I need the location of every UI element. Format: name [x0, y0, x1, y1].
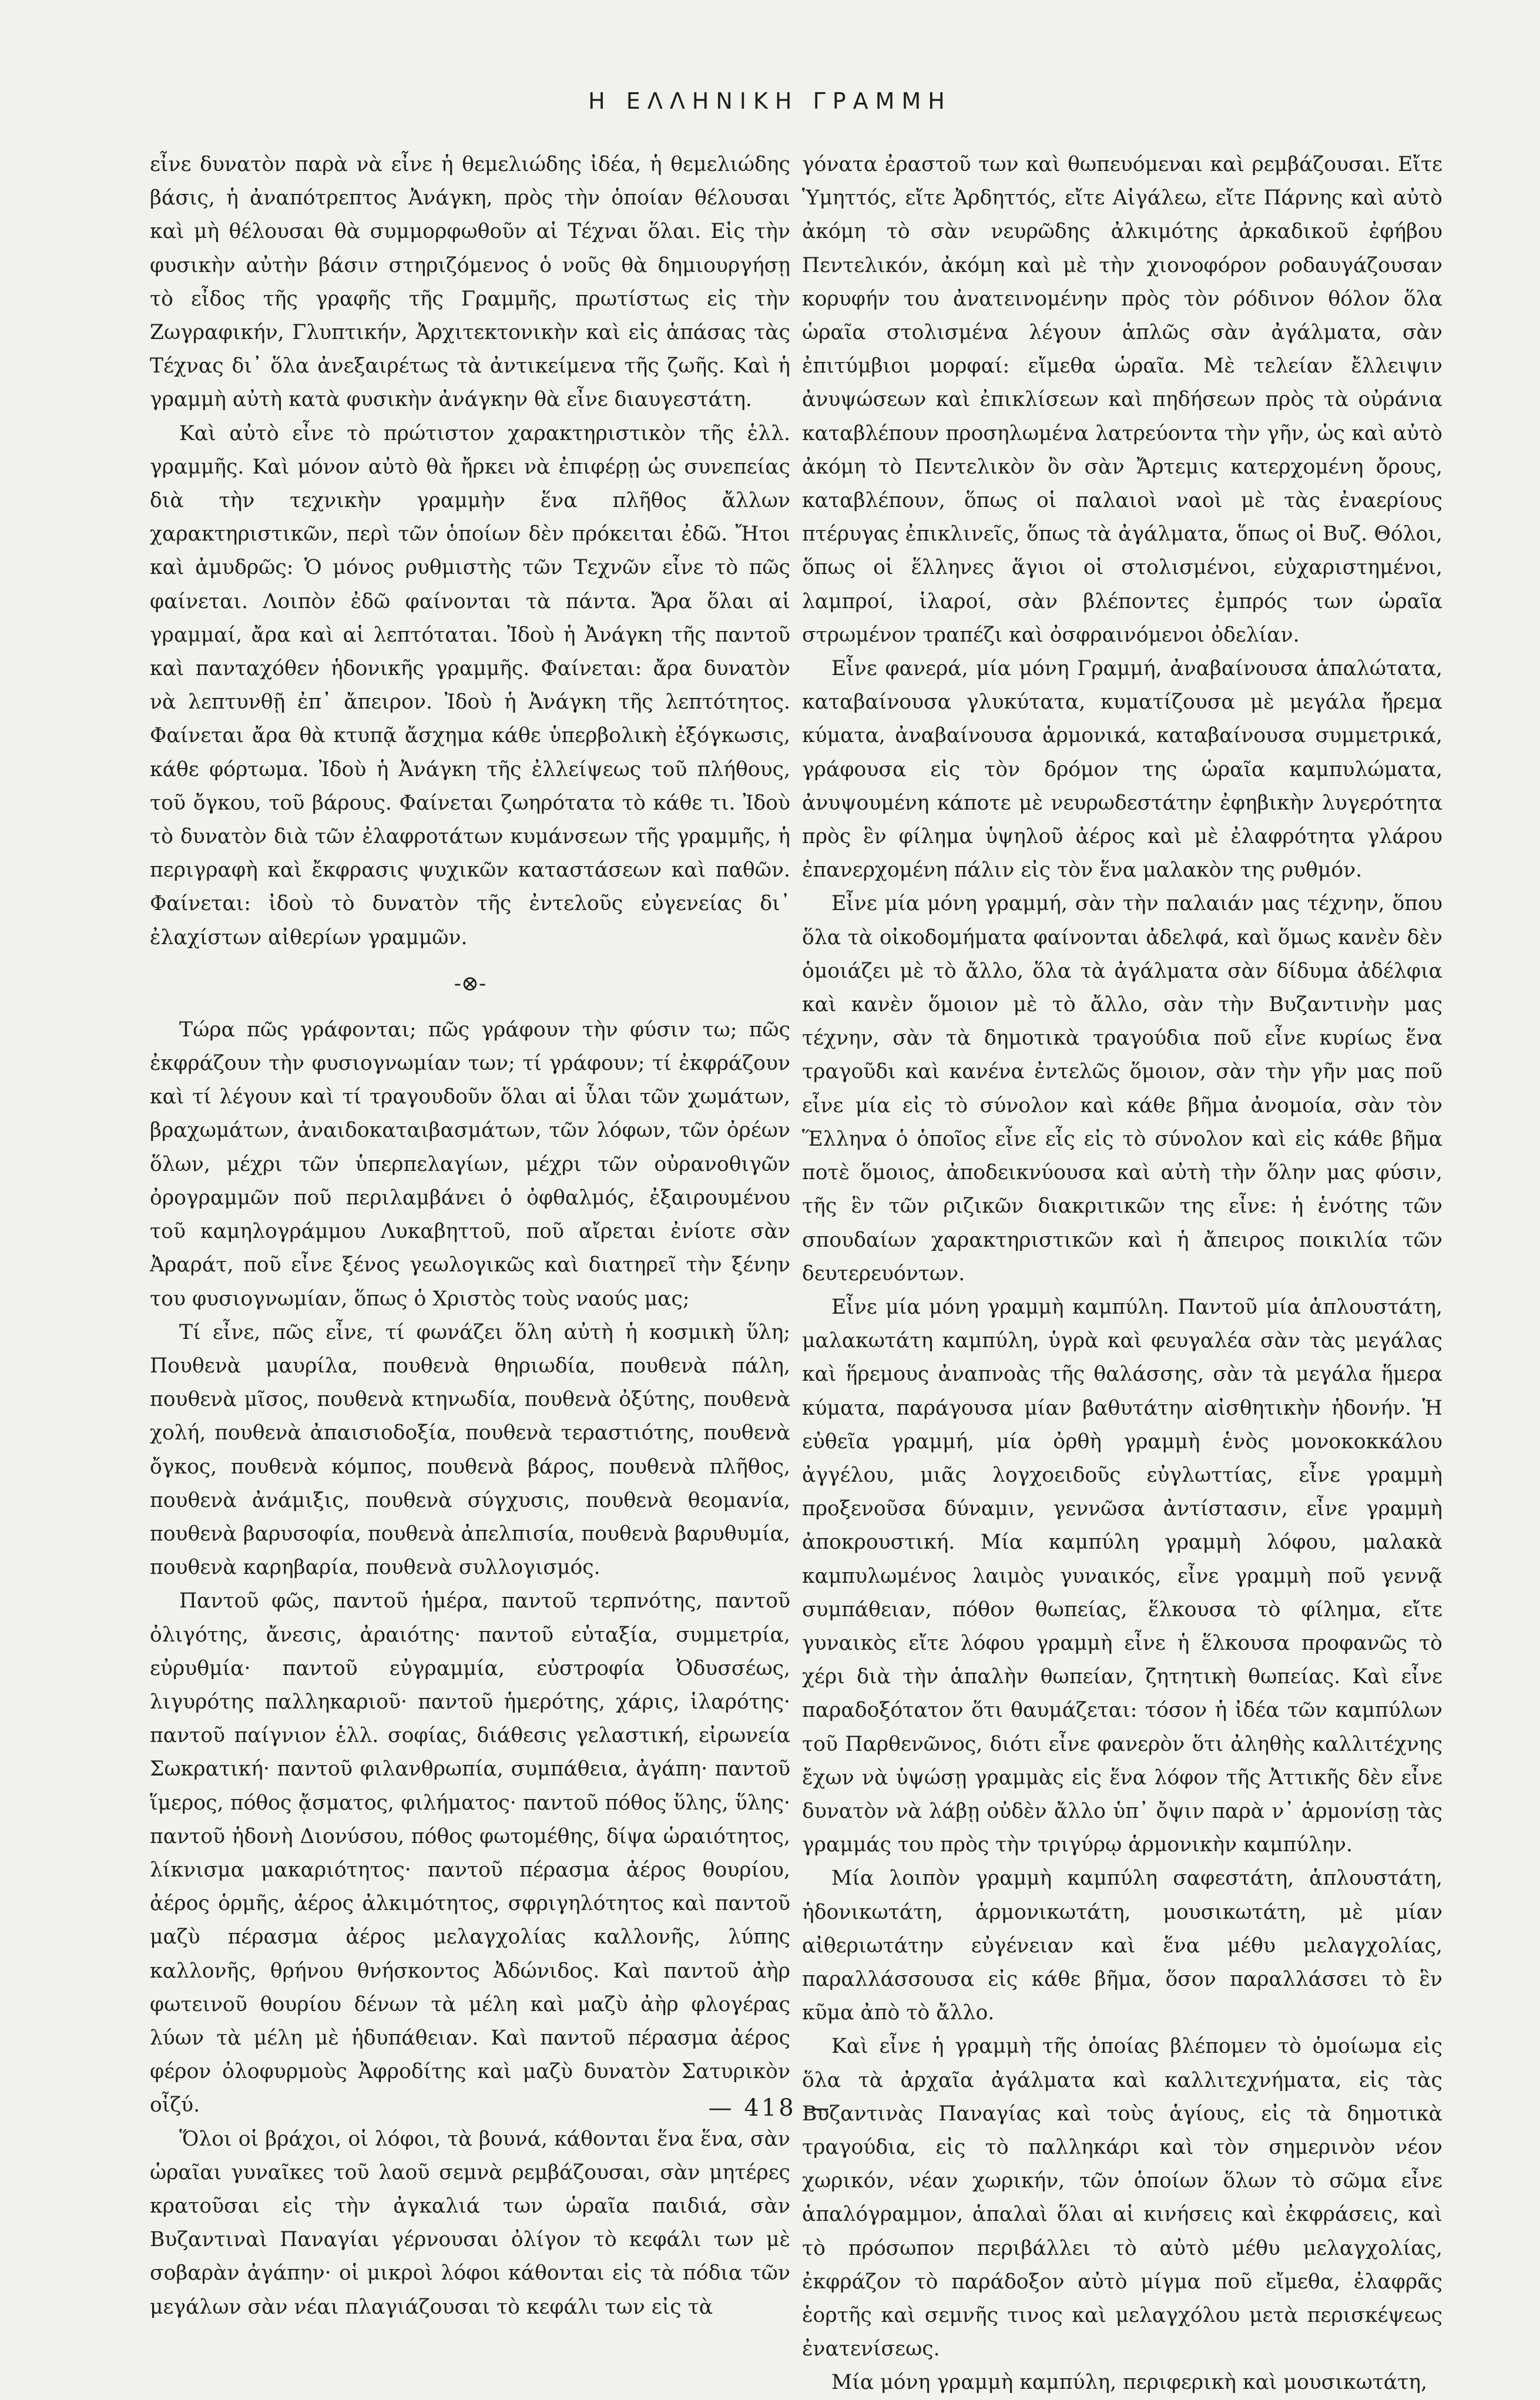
paragraph: Τί εἶνε, πῶς εἶνε, τί φωνάζει ὅλη αὐτὴ ἡ κοσμικὴ ὕλη; Πουθενὰ μαυρίλα, πουθενὰ θηριωδία, πουθενὰ πάλη, πουθενὰ μῖσος, πουθενὰ κτηνωδία, πουθενὰ ὀξύτης, πουθενὰ χολή, πουθενὰ ἀπαισιοδοξία, πουθενὰ τεραστιότης, πουθενὰ ὄγκος, πουθενὰ κόμπος, πουθενὰ βάρος, πουθενὰ πλῆθος, πουθενὰ ἀνάμιξις, πουθενὰ σύγχυσις, πουθενὰ θεομανία, πουθενὰ βαρυσοφία, πουθενὰ ἀπελπισία, πουθενὰ βαρυθυμία, πουθενὰ καρηβαρία, πουθενὰ συλλογισμός. — [150, 1320, 790, 1580]
paragraph: Ὅλοι οἱ βράχοι, οἱ λόφοι, τὰ βουνά, κάθονται ἕνα ἕνα, σὰν ὡραῖαι γυναῖκες τοῦ λαοῦ σεμνὰ ρεμβάζουσαι, σὰν μητέρες κρατοῦσαι εἰς τὴν ἀγκαλιά των ὡραῖα παιδιά, σὰν Βυζαντιναὶ Παναγίαι γέρνουσαι ὀλίγον τὸ κεφάλι των μὲ σοβαρὰν ἀγάπην· οἱ μικροὶ λόφοι κάθονται εἰς τὰ πόδια τῶν μεγάλων σὰν νέαι πλαγιάζουσαι τὸ κεφάλι των εἰς τὰ — [150, 2127, 790, 2319]
section-divider-ornament: -⊗- — [454, 971, 487, 996]
paragraph: εἶνε δυνατὸν παρὰ νὰ εἶνε ἡ θεμελιώδης ἰδέα, ἡ θεμελιώδης βάσις, ἡ ἀναπότρεπτος Ἀνάγκη, πρὸς τὴν ὁποίαν θέλουσαι καὶ μὴ θέλουσαι θὰ συμμορφωθοῦν αἱ Τέχναι ὅλαι. Εἰς τὴν φυσικὴν αὐτὴν βάσιν στηριζόμενος ὁ νοῦς θὰ δημιουργήσῃ τὸ εἶδος τῆς γραφῆς τῆς Γραμμῆς, πρωτίστως εἰς τὴν Ζωγραφικήν, Γλυπτικήν, Ἀρχιτεκτονικὴν καὶ εἰς ἁπάσας τὰς Τέχνας δι᾽ ὅλα ἀνεξαιρέτως τὰ ἀντικείμενα τῆς ζωῆς. Καὶ ἡ γραμμὴ αὐτὴ κατὰ φυσικὴν ἀνάγκην θὰ εἶνε διαυγεστάτη. — [150, 153, 790, 412]
paragraph: Καὶ αὐτὸ εἶνε τὸ πρώτιστον χαρακτηριστικὸν τῆς ἑλλ. γραμμῆς. Καὶ μόνον αὐτὸ θὰ ἤρκει νὰ ἐπιφέρῃ ὡς συνεπείας διὰ τὴν τεχνικὴν γραμμὴν ἕνα πλῆθος ἄλλων χαρακτηριστικῶν, περὶ τῶν ὁποίων δὲν πρόκειται ἐδῶ. Ἤτοι καὶ ἀμυδρῶς: Ὁ μόνος ρυθμιστὴς τῶν Τεχνῶν εἶνε τὸ πῶς φαίνεται. Λοιπὸν ἐδῶ φαίνονται τὰ πάντα. Ἄρα ὅλαι αἱ γραμμαί, ἄρα καὶ αἱ λεπτόταται. Ἰδοὺ ἡ Ἀνάγκη τῆς παντοῦ καὶ πανταχόθεν ἡδονικῆς γραμμῆς. Φαίνεται: ἄρα δυνατὸν νὰ λεπτυνθῇ ἐπ᾽ ἄπειρον. Ἰδοὺ ἡ Ἀνάγκη τῆς λεπτότητος. Φαίνεται ἄρα θὰ κτυπᾷ ἄσχημα κάθε ὑπερβολικὴ ἐξόγκωσις, κάθε φόρτωμα. Ἰδοὺ ἡ Ἀνάγκη τῆς ἐλλείψεως τοῦ πλήθους, τοῦ ὄγκου, τοῦ βάρους. Φαίνεται ζωηρότατα τὸ κάθε τι. Ἰδοὺ τὸ δυνατὸν διὰ τῶν ἐλαφροτάτων κυμάνσεων τῆς γραμμῆς, ἡ περιγραφὴ καὶ ἔκφρασις ψυχικῶν καταστάσεων καὶ παθῶν. Φαίνεται: ἰδοὺ τὸ δυνατὸν τῆς ἐντελοῦς εὐγενείας δι᾽ ἐλαχίστων αἰθερίων γραμμῶν. — [150, 421, 790, 949]
paragraph: Εἶνε φανερά, μία μόνη Γραμμή, ἀναβαίνουσα ἁπαλώτατα, καταβαίνουσα γλυκύτατα, κυματίζουσα μὲ μεγάλα ἤρεμα κύματα, ἀναβαίνουσα ἁρμονικά, καταβαίνουσα συμμετρικά, γράφουσα εἰς τὸν δρόμον της ὡραῖα καμπυλώματα, ἀνυψουμένη κάποτε μὲ νευρωδεστάτην ἐφηβικὴν λυγερότητα πρὸς ἓν φίλημα ὑψηλοῦ ἀέρος καὶ μὲ ἐλαφρότητα γλάρου ἐπανερχομένη πάλιν εἰς τὸν ἕνα μαλακὸν της ρυθμόν. — [802, 657, 1442, 882]
paragraph: Καὶ εἶνε ἡ γραμμὴ τῆς ὁποίας βλέπομεν τὸ ὁμοίωμα εἰς ὅλα τὰ ἀρχαῖα ἀγάλματα καὶ καλλιτεχνήματα, εἰς τὰς Βυζαντινὰς Παναγίας καὶ τοὺς ἁγίους, εἰς τὰ δημοτικὰ τραγούδια, εἰς τὸ παλληκάρι καὶ τὸν σημερινὸν νέον χωρικόν, νέαν χωρικήν, τῶν ὁποίων ὅλων τὸ σῶμα εἶνε ἁπαλόγραμμον, ἁπαλαὶ ὅλαι αἱ κινήσεις καὶ ἐκφράσεις, καὶ τὸ πρόσωπον περιβάλλει τὸ αὐτὸ μέθυ μελαγχολίας, ἐκφράζον τὸ παράδοξον αὐτὸ μίγμα ποῦ εἴμεθα, ἐλαφρᾶς ἑορτῆς καὶ σεμνῆς τινος καὶ μελαγχόλου μετὰ περισκέψεως ἐνατενίσεως. — [802, 2035, 1442, 2361]
paragraph: Εἶνε μία μόνη γραμμή, σὰν τὴν παλαιάν μας τέχνην, ὅπου ὅλα τὰ οἰκοδομήματα φαίνονται ἀδελφά, καὶ ὅμως κανὲν δὲν ὁμοιάζει μὲ τὸ ἄλλο, ὅλα τὰ ἀγάλματα σὰν δίδυμα ἀδέλφια καὶ κανὲν ὅμοιον μὲ τὸ ἄλλο, σὰν τὴν Βυζαντινὴν μας τέχνην, σὰν τὰ δημοτικὰ τραγούδια ποῦ εἶνε κυρίως ἕνα τραγοῦδι καὶ κανένα ἐντελῶς ὅμοιον, σὰν τὴν γῆν μας ποῦ εἶνε μία εἰς τὸ σύνολον καὶ κάθε βῆμα ἀνομοία, σὰν τὸν Ἕλληνα ὁ ὁποῖος εἶνε εἷς εἰς τὸ σύνολον καὶ εἰς κάθε βῆμα ποτὲ ὅμοιος, ἀποδεικνύουσα καὶ αὐτὴ τὴν ὅλην μας φύσιν, τῆς ἓν τῶν ριζικῶν διακριτικῶν της εἶνε: ἡ ἑνότης τῶν σπουδαίων χαρακτηριστικῶν καὶ ἡ ἄπειρος ποικιλία τῶν δευτερευόντων. — [802, 892, 1442, 1285]
paragraph: Μία μόνη γραμμὴ καμπύλη, περιφερικὴ καὶ μουσικωτάτη, — [831, 2371, 1428, 2395]
paragraph: Παντοῦ φῶς, παντοῦ ἡμέρα, παντοῦ τερπνότης, παντοῦ ὀλιγότης, ἄνεσις, ἀραιότης· παντοῦ εὐταξία, συμμετρία, εὐρυθμία· παντοῦ εὐγραμμία, εὐστροφία Ὀδυσσέως, λιγυρότης παλληκαριοῦ· παντοῦ ἡμερότης, χάρις, ἱλαρότης· παντοῦ παίγνιον ἑλλ. σοφίας, διάθεσις γελαστική, εἰρωνεία Σωκρατική· παντοῦ φιλανθρωπία, συμπάθεια, ἀγάπη· παντοῦ ἵμερος, πόθος ᾄσματος, φιλήματος· παντοῦ πόθος ὕλης, ὕλης· παντοῦ ἡδονὴ Διονύσου, πόθος φωτομέθης, δίψα ὡραιότητος, λίκνισμα μακαριότητος· παντοῦ πέρασμα ἀέρος θουρίου, ἀέρος ὁρμῆς, ἀέρος ἀλκιμότητος, σφριγηλότητος καὶ παντοῦ μαζὺ πέρασμα ἀέρος μελαγχολίας καλλονῆς, λύπης καλλονῆς, θρήνου θνήσκοντος Ἀδώνιδος. Καὶ παντοῦ ἀὴρ φωτεινοῦ θουρίου δένων τὰ μέλη καὶ μαζὺ ἀὴρ φλογέρας λύων τὰ μέλη μὲ ἡδυπάθειαν. Καὶ παντοῦ πέρασμα ἀέρος φέρον ὀλοφυρμοὺς Ἀφροδίτης καὶ μαζὺ δυνατὸν Σατυρικὸν οἶζύ. — [150, 1589, 790, 2117]
paragraph: Εἶνε μία μόνη γραμμὴ καμπύλη. Παντοῦ μία ἁπλουστάτη, μαλακωτάτη καμπύλη, ὑγρὰ καὶ φευγαλέα σὰν τὰς μεγάλας καὶ ἥρεμους ἀναπνοὰς τῆς θαλάσσης, σὰν τὰ μεγάλα ἥμερα κύματα, παράγουσα μίαν βαθυτάτην αἰσθητικὴν ἡδονήν. Ἡ εὐθεῖα γραμμή, μία ὀρθὴ γραμμὴ ἑνὸς μονοκοκκάλου ἀγγέλου, μιᾶς λογχοειδοῦς εὐγλωττίας, εἶνε γραμμὴ προξενοῦσα δύναμιν, γεννῶσα ἀντίστασιν, εἶνε γραμμὴ ἀποκρουστική. Μία καμπύλη γραμμὴ λόφου, μαλακὰ καμπυλωμένος λαιμὸς γυναικός, εἶνε γραμμὴ ποῦ γεννᾷ συμπάθειαν, πόθον θωπείας, ἕλκουσα τὸ φίλημα, εἴτε γυναικὸς εἴτε λόφου γραμμὴ εἶνε ἡ ἕλκουσα προφανῶς τὸ χέρι διὰ τὴν ἁπαλὴν θωπείαν, ζητητικὴ θωπείας. Καὶ εἶνε παραδοξότατον ὅτι θαυμάζεται: τόσον ἡ ἰδέα τῶν καμπύλων τοῦ Παρθενῶνος, διότι εἶνε φανερὸν ὅτι ἀληθὴς καλλιτέχνης ἔχων νὰ ὑψώσῃ γραμμὰς εἰς ἕνα λόφον τῆς Ἀττικῆς δὲν εἶνε δυνατὸν νὰ λάβῃ οὐδὲν ἄλλο ὑπ᾽ ὄψιν παρὰ ν᾽ ἁρμονίσῃ τὰς γραμμάς του πρὸς τὴν τριγύρῳ ἁρμονικὴν καμπύλην. — [802, 1295, 1442, 1857]
paragraph: γόνατα ἐραστοῦ των καὶ θωπευόμεναι καὶ ρεμβάζουσαι. Εἴτε Ὑμηττός, εἴτε Ἀρδηττός, εἴτε Αἰγάλεω, εἴτε Πάρνης καὶ αὐτὸ ἀκόμη τὸ σὰν νευρῶδης ἀλκιμότης ἀρκαδικοῦ ἐφήβου Πεντελικόν, ἀκόμη καὶ μὲ τὴν χιονοφόρον ροδαυγάζουσαν κορυφήν του ἀνατεινομένην πρὸς τὸν ρόδινον θόλον ὅλα ὡραῖα στολισμένα λέγουν ἁπλῶς σὰν ἀγάλματα, σὰν ἐπιτύμβιοι μορφαί: εἴμεθα ὡραῖα. Μὲ τελείαν ἔλλειψιν ἀνυψώσεων καὶ ἐπικλίσεων καὶ πηδήσεων πρὸς τὰ οὐράνια καταβλέπουν προσηλωμένα λατρεύοντα τὴν γῆν, ὡς καὶ αὐτὸ ἀκόμη τὸ Πεντελικὸν ὂν σὰν Ἄρτεμις κατερχομένη ὄρους, καταβλέπουν, ὅπως οἱ παλαιοὶ ναοὶ μὲ τὰς ἐναερίους πτέρυγας ἐπικλινεῖς, ὅπως τὰ ἀγάλματα, ὅπως οἱ Βυζ. Θόλοι, ὅπως οἱ ἕλληνες ἅγιοι οἱ στολισμένοι, εὐχαριστημένοι, λαμπροί, ἱλαροί, σὰν βλέποντες ἐμπρός των ὡραῖα στρωμένον τραπέζι καὶ ὀσφραινόμενοι ὀδελίαν. — [802, 153, 1442, 647]
left-column — [150, 148, 790, 2324]
paragraph: Τώρα πῶς γράφονται; πῶς γράφουν τὴν φύσιν τω; πῶς ἐκφράζουν τὴν φυσιογνωμίαν των; τί γράφουν; τί ἐκφράζουν καὶ τί λέγουν καὶ τί τραγουδοῦν ὅλαι αἱ ὗλαι τῶν χωμάτων, βραχωμάτων, ἀναιδοκαταιβασμάτων, τῶν λόφων, τῶν ὀρέων ὅλων, μέχρι τῶν ὑπερπελαγίων, μέχρι τῶν οὐρανοθιγῶν ὀρογραμμῶν ποῦ περιλαμβάνει ὁ ὀφθαλμός, ἐξαιρουμένου τοῦ καμηλογράμμου Λυκαβηττοῦ, ποῦ αἴρεται ἐνίοτε σὰν Ἀραράτ, ποῦ εἶνε ξένος γεωλογικῶς καὶ διατηρεῖ τὴν ξένην του φυσιογνωμίαν, ὅπως ὁ Χριστὸς τοὺς ναούς μας; — [150, 1018, 790, 1311]
running-head: Η ΕΛΛΗΝΙΚΗ ΓΡΑΜΜΗ — [588, 88, 952, 114]
right-column — [802, 148, 1442, 2400]
paragraph: Μία λοιπὸν γραμμὴ καμπύλη σαφεστάτη, ἁπλουστάτη, ἡδονικωτάτη, ἁρμονικωτάτη, μουσικωτάτη, μὲ μίαν αἰθεριωτάτην εὐγένειαν καὶ ἕνα μέθυ μελαγχολίας, παραλλάσσουσα εἰς κάθε βῆμα, ὅσον παραλλάσσει τὸ ἓν κῦμα ἀπὸ τὸ ἄλλο. — [802, 1867, 1442, 2025]
page-number: — 418 — — [708, 2094, 832, 2122]
